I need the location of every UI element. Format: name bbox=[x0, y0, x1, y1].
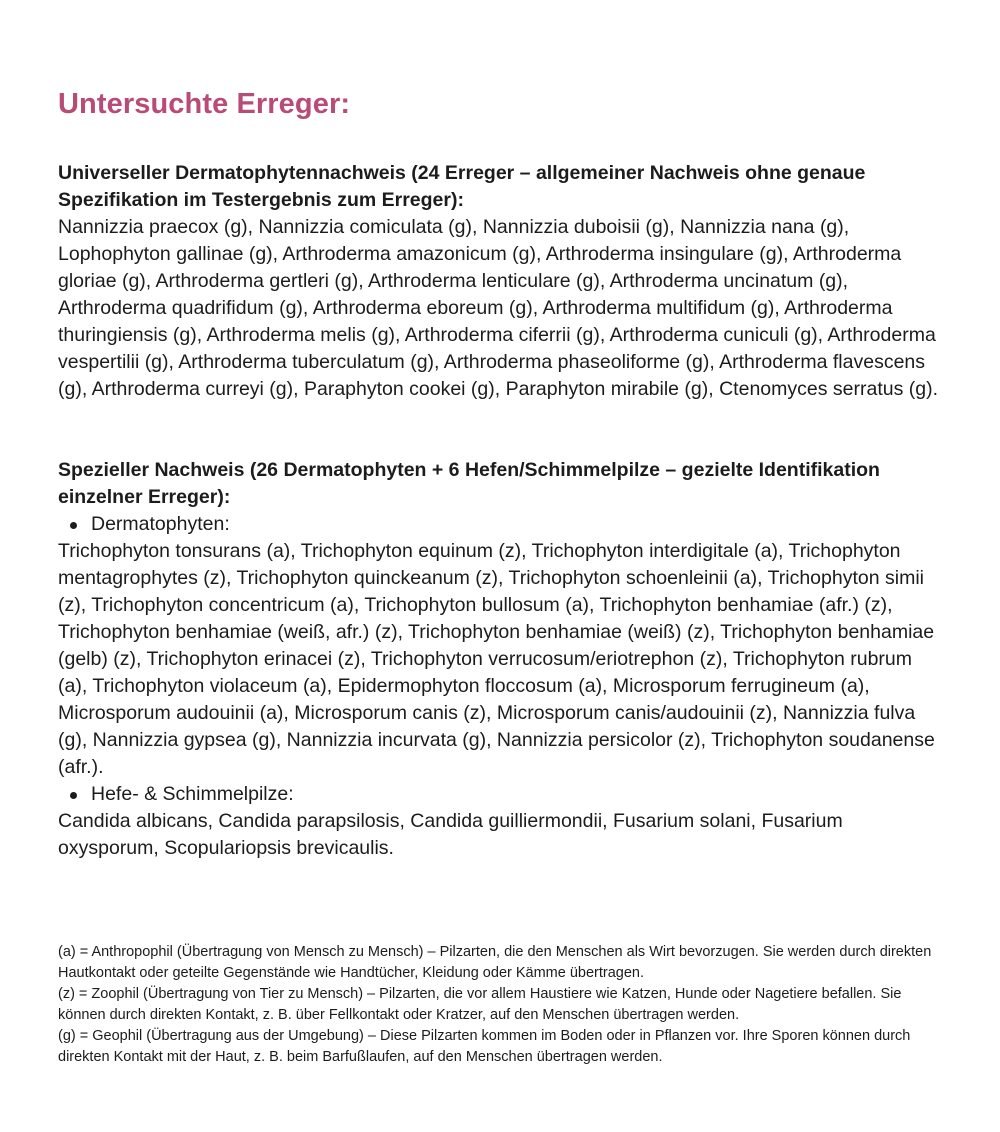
bullet-label: Dermatophyten: bbox=[91, 513, 230, 535]
dermatophyten-list: Trichophyton tonsurans (a), Trichophyton equinum (z), Trichophyton interdigitale (a), Trichophyton mentagrophytes (z), Trichophyton quinckeanum (z), Trichophyton schoenleinii (a), Trichophyton simii (z), Trichophyton concentricum (a), Trichophyton bullosum (a), Trichophyton benhamiae (afr.) (z), Trichophyton benhamiae (weiß, afr.) (z), Trichophyton benhamiae (weiß) (z), Trichophyton benhamiae (gelb) (z), Trichophyton erinacei (z), Trichophyton verrucosum/eriotrephon (z), Trichophyton rubrum (a), Trichophyton violaceum (a), Epidermophyton floccosum (a), Microsporum ferrugineum (a), Microsporum audouinii (a), Microsporum canis (z), Microsporum canis/audouinii (z), Nannizzia fulva (g), Nannizzia gypsea (g), Nannizzia incurvata (g), Nannizzia persicolor (z), Trichophyton soudanense (afr.). bbox=[58, 540, 935, 778]
bullet-dermatophyten bbox=[58, 511, 944, 538]
footnote-anthropophil: (a) = Anthropophil (Übertragung von Mensch zu Mensch) – Pilzarten, die den Menschen als Wirt bevorzugen. Sie werden durch direkten Hautkontakt oder geteilte Gegenstände wie Handtücher, Kleidung oder Kämme übertragen. bbox=[58, 944, 932, 981]
hefe-schimmelpilze-list: Candida albicans, Candida parapsilosis, Candida guilliermondii, Fusarium solani, Fusarium oxysporum, Scopulariopsis brevicaulis. bbox=[58, 810, 843, 859]
special-heading: Spezieller Nachweis (26 Dermatophyten + 6 Hefen/Schimmelpilze – gezielte Identifikation einzelner Erreger): bbox=[58, 459, 880, 508]
universal-heading: Universeller Dermatophytennachweis (24 Erreger – allgemeiner Nachweis ohne genaue Spezifikation im Testergebnis zum Erreger): bbox=[58, 162, 866, 211]
special-detection-section bbox=[58, 457, 944, 862]
footnotes bbox=[58, 942, 944, 1068]
bullet-dot-icon bbox=[70, 522, 77, 529]
bullet-hefe-schimmelpilze bbox=[58, 781, 944, 808]
universal-detection-section bbox=[58, 160, 944, 403]
bullet-label: Hefe- & Schimmelpilze: bbox=[91, 783, 294, 805]
footnote-zoophil: (z) = Zoophil (Übertragung von Tier zu Mensch) – Pilzarten, die vor allem Haustiere wie Katzen, Hunde oder Nagetiere befallen. Sie können durch direkten Kontakt, z. B. über Fellkontakt oder Kratzer, auf den Menschen übertragen werden. bbox=[58, 986, 902, 1023]
universal-pathogen-list: Nannizzia praecox (g), Nannizzia comiculata (g), Nannizzia duboisii (g), Nannizzia nana (g), Lophophyton gallinae (g), Arthroderma amazonicum (g), Arthroderma insingulare (g), Arthroderma gloriae (g), Arthroderma gertleri (g), Arthroderma lenticulare (g), Arthroderma uncinatum (g), Arthroderma quadrifidum (g), Arthroderma eboreum (g), Arthroderma multifidum (g), Arthroderma thuringiensis (g), Arthroderma melis (g), Arthroderma ciferrii (g), Arthroderma cuniculi (g), Arthroderma vespertilii (g), Arthroderma tuberculatum (g), Arthroderma phaseoliforme (g), Arthroderma flavescens (g), Arthroderma curreyi (g), Paraphyton cookei (g), Paraphyton mirabile (g), Ctenomyces serratus (g). bbox=[58, 216, 938, 400]
footnote-geophil: (g) = Geophil (Übertragung aus der Umgebung) – Diese Pilzarten kommen im Boden oder in Pflanzen vor. Ihre Sporen können durch direkten Kontakt mit der Haut, z. B. beim Barfußlaufen, auf den Menschen übertragen werden. bbox=[58, 1028, 911, 1065]
page-title: Untersuchte Erreger: bbox=[58, 88, 351, 120]
bullet-dot-icon bbox=[70, 792, 77, 799]
